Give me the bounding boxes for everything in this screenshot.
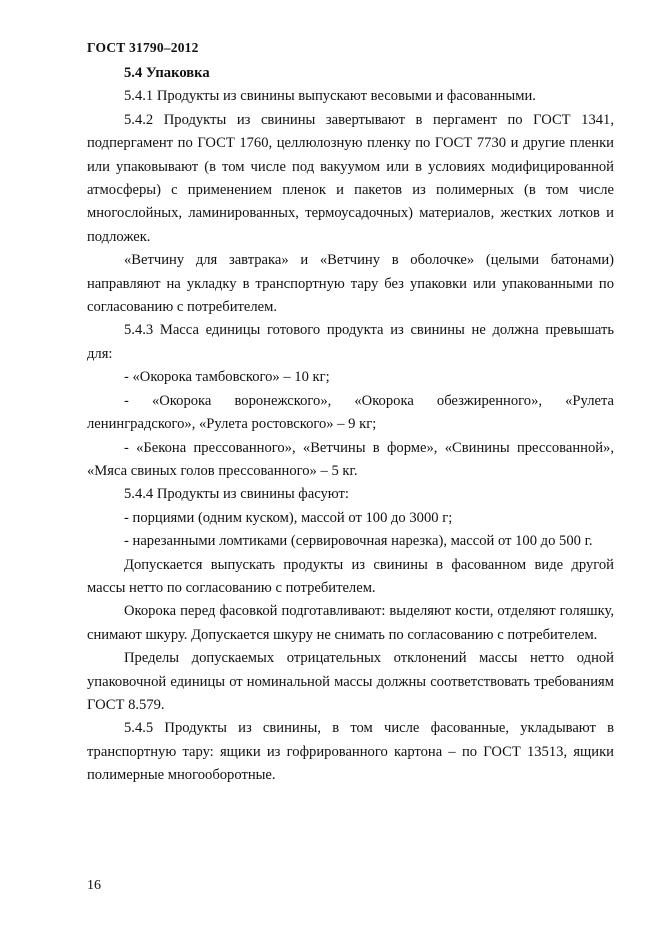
paragraph-ham-preparation: Окорока перед фасовкой подготавливают: выделяют кости, отделяют голяшку, снимают шкуру. Допускается шкуру не снимать по согласованию с потребителем. xyxy=(87,603,614,643)
list-item-tambov-ham: - «Окорока тамбовского» – 10 кг; xyxy=(124,369,330,386)
list-item-5kg-products: - «Бекона прессованного», «Ветчины в форме», «Свинины прессованной», «Мяса свиных голов прессованного» – 5 кг. xyxy=(87,439,614,479)
paragraph-5-4-4: 5.4.4 Продукты из свинины фасуют: xyxy=(124,486,349,503)
paragraph-mass-deviation: Пределы допускаемых отрицательных отклонений массы нетто одной упаковочной единицы от номинальной массы должны соответствовать требованиям ГОСТ 8.579. xyxy=(87,650,614,713)
document-header: ГОСТ 31790–2012 xyxy=(87,40,199,55)
list-item-slices: - нарезанными ломтиками (сервировочная нарезка), массой от 100 до 500 г. xyxy=(124,533,593,550)
section-heading: 5.4 Упаковка xyxy=(124,65,210,81)
page-number: 16 xyxy=(87,878,101,893)
paragraph-other-mass: Допускается выпускать продукты из свинины в фасованном виде другой массы нетто по согласованию с потребителем. xyxy=(87,556,614,596)
paragraph-5-4-1: 5.4.1 Продукты из свинины выпускают весовыми и фасованными. xyxy=(124,88,536,105)
paragraph-5-4-3: 5.4.3 Масса единицы готового продукта из свинины не должна превышать для: xyxy=(87,322,614,362)
paragraph-ham-breakfast: «Ветчину для завтрака» и «Ветчину в оболочке» (целыми батонами) направляют на укладку в транспортную тару без упаковки или упакованными по согласованию с потребителем. xyxy=(87,252,614,316)
paragraph-5-4-5: 5.4.5 Продукты из свинины, в том числе фасованные, укладывают в транспортную тару: ящики из гофрированного картона – по ГОСТ 13513, ящики полимерные многооборотные. xyxy=(87,720,614,784)
list-item-9kg-products: - «Окорока воронежского», «Окорока обезжиренного», «Рулета ленинградского», «Рулета ростовского» – 9 кг; xyxy=(87,392,614,433)
list-item-portions: - порциями (одним куском), массой от 100 до 3000 г; xyxy=(124,509,453,526)
document-body xyxy=(87,62,614,788)
paragraph-5-4-2: 5.4.2 Продукты из свинины завертывают в пергамент по ГОСТ 1341, подпергамент по ГОСТ 1760, целлюлозную пленку по ГОСТ 7730 и другие пленки или упаковывают (в том числе под вакуумом или в условиях модифицированной атмосферы) с применением пленок и пакетов из полимерных (в том числе многослойных, ламинированных, термоусадочных) материалов, жестких лотков и подложек. xyxy=(87,111,614,245)
